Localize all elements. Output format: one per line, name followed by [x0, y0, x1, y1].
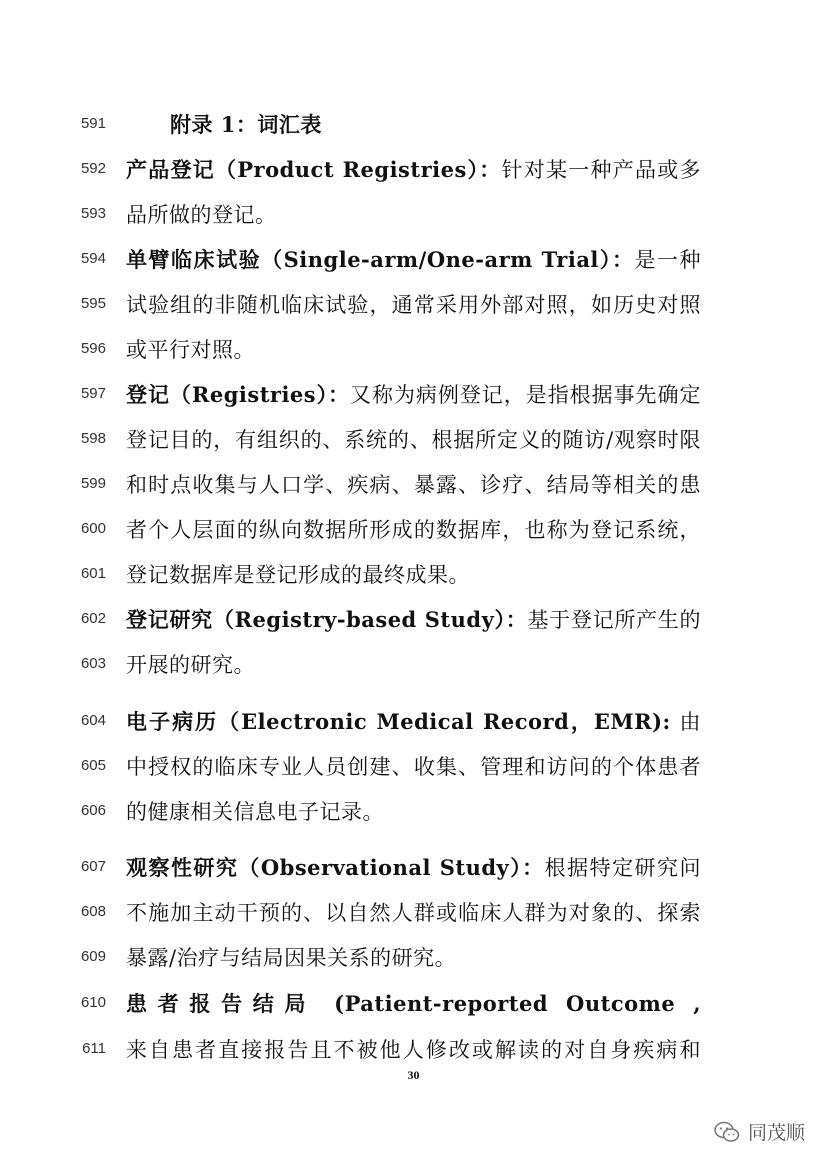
line-text: [126, 792, 701, 832]
line-text: [126, 848, 701, 888]
text-line: [0, 938, 827, 978]
text-line: [0, 375, 827, 415]
definition-text: 暴露/治疗与结局因果关系的研究。: [126, 946, 457, 970]
text-line: [0, 645, 827, 685]
line-number: 607: [80, 858, 106, 875]
text-line: [0, 240, 827, 280]
text-line: [0, 848, 827, 888]
line-number: 595: [80, 295, 106, 312]
definition-text: 根据特定研究问: [544, 856, 701, 880]
definition-text: 和时点收集与人口学、疾病、暴露、诊疗、结局等相关的患: [126, 473, 701, 497]
text-line: [0, 600, 827, 640]
line-number: 600: [80, 520, 106, 537]
line-text: [126, 984, 701, 1024]
definition-text: 由: [679, 710, 701, 734]
glossary-term: 观察性研究（Observational Study）：: [126, 855, 545, 880]
line-text: [126, 285, 701, 325]
line-number: 609: [80, 948, 106, 965]
definition-text: 基于登记所产生的: [527, 608, 701, 632]
glossary-term: 患者报告结局 (Patient-reported Outcome ,: [126, 991, 701, 1016]
line-text: [126, 195, 701, 235]
text-line: [0, 510, 827, 550]
line-number: 598: [80, 430, 106, 447]
text-line: [0, 747, 827, 787]
line-text: [126, 600, 701, 640]
line-text: [126, 375, 701, 415]
line-number: 606: [80, 802, 106, 819]
line-number: 591: [80, 115, 106, 132]
line-number: 610: [80, 994, 106, 1011]
line-number: 596: [80, 340, 106, 357]
definition-text: 的健康相关信息电子记录。: [126, 800, 384, 824]
line-text: [126, 150, 701, 190]
text-line: [0, 555, 827, 595]
section-heading: 附录 1：词汇表: [170, 112, 322, 137]
line-text: [126, 330, 701, 370]
line-text: [126, 893, 701, 933]
line-number: 602: [80, 610, 106, 627]
line-text: [126, 420, 701, 460]
glossary-term: 单臂临床试验（Single-arm/One-arm Trial）：: [126, 247, 635, 272]
text-line: [0, 702, 827, 742]
line-text: [126, 465, 701, 505]
line-number: 593: [80, 205, 106, 222]
definition-text: 登记数据库是登记形成的最终成果。: [126, 563, 470, 587]
page-number: 30: [407, 1068, 420, 1082]
line-number: 601: [80, 565, 106, 582]
definition-text: 登记目的，有组织的、系统的、根据所定义的随访/观察时限: [126, 428, 701, 452]
text-line: [0, 792, 827, 832]
text-line: [0, 150, 827, 190]
definition-text: 开展的研究。: [126, 653, 255, 677]
text-line: [0, 984, 827, 1024]
glossary-term: 登记研究（Registry-based Study）：: [126, 607, 528, 632]
text-line: [0, 465, 827, 505]
definition-text: 又称为病例登记，是指根据事先确定: [350, 383, 701, 407]
watermark: [714, 1118, 805, 1145]
definition-text: 试验组的非随机临床试验，通常采用外部对照，如历史对照: [126, 293, 701, 317]
definition-text: 是一种: [634, 248, 701, 272]
definition-text: 品所做的登记。: [126, 203, 277, 227]
text-line: [0, 285, 827, 325]
definition-text: 者个人层面的纵向数据所形成的数据库，也称为登记系统，: [126, 518, 701, 542]
definition-text: 针对某一种产品或多: [501, 158, 701, 182]
definition-text: 不施加主动干预的、以自然人群或临床人群为对象的、探索: [126, 901, 701, 925]
line-number: 592: [80, 160, 106, 177]
wechat-icon: [714, 1121, 740, 1143]
line-text: [126, 747, 701, 787]
text-line: [0, 420, 827, 460]
line-number: 608: [80, 903, 106, 920]
line-text: [126, 555, 701, 595]
watermark-text: 同茂顺: [747, 1122, 805, 1144]
line-number: 603: [80, 655, 106, 672]
line-text: [126, 240, 701, 280]
line-number: 604: [80, 712, 106, 729]
line-number: 605: [80, 757, 106, 774]
line-number: 597: [80, 385, 106, 402]
line-text: [126, 938, 701, 978]
text-line: [0, 893, 827, 933]
definition-text: 中授权的临床专业人员创建、收集、管理和访问的个体患者: [126, 755, 701, 779]
text-line: [0, 195, 827, 235]
definition-text: 来自患者直接报告且不被他人修改或解读的对自身疾病和: [126, 1038, 701, 1062]
line-number: 594: [80, 250, 106, 267]
line-text: [126, 645, 701, 685]
glossary-term: 产品登记（Product Registries）：: [126, 157, 502, 182]
line-number: 599: [80, 475, 106, 492]
definition-text: 或平行对照。: [126, 338, 255, 362]
line-number: 611: [82, 1040, 106, 1057]
line-text: [126, 702, 701, 742]
heading-line: [0, 105, 827, 145]
text-line: [0, 330, 827, 370]
line-text: [126, 510, 701, 550]
text-line: [0, 1030, 827, 1070]
glossary-term: 登记（Registries）：: [126, 382, 351, 407]
glossary-term: 电子病历（Electronic Medical Record，EMR):: [126, 709, 671, 734]
line-text: [126, 1030, 701, 1070]
